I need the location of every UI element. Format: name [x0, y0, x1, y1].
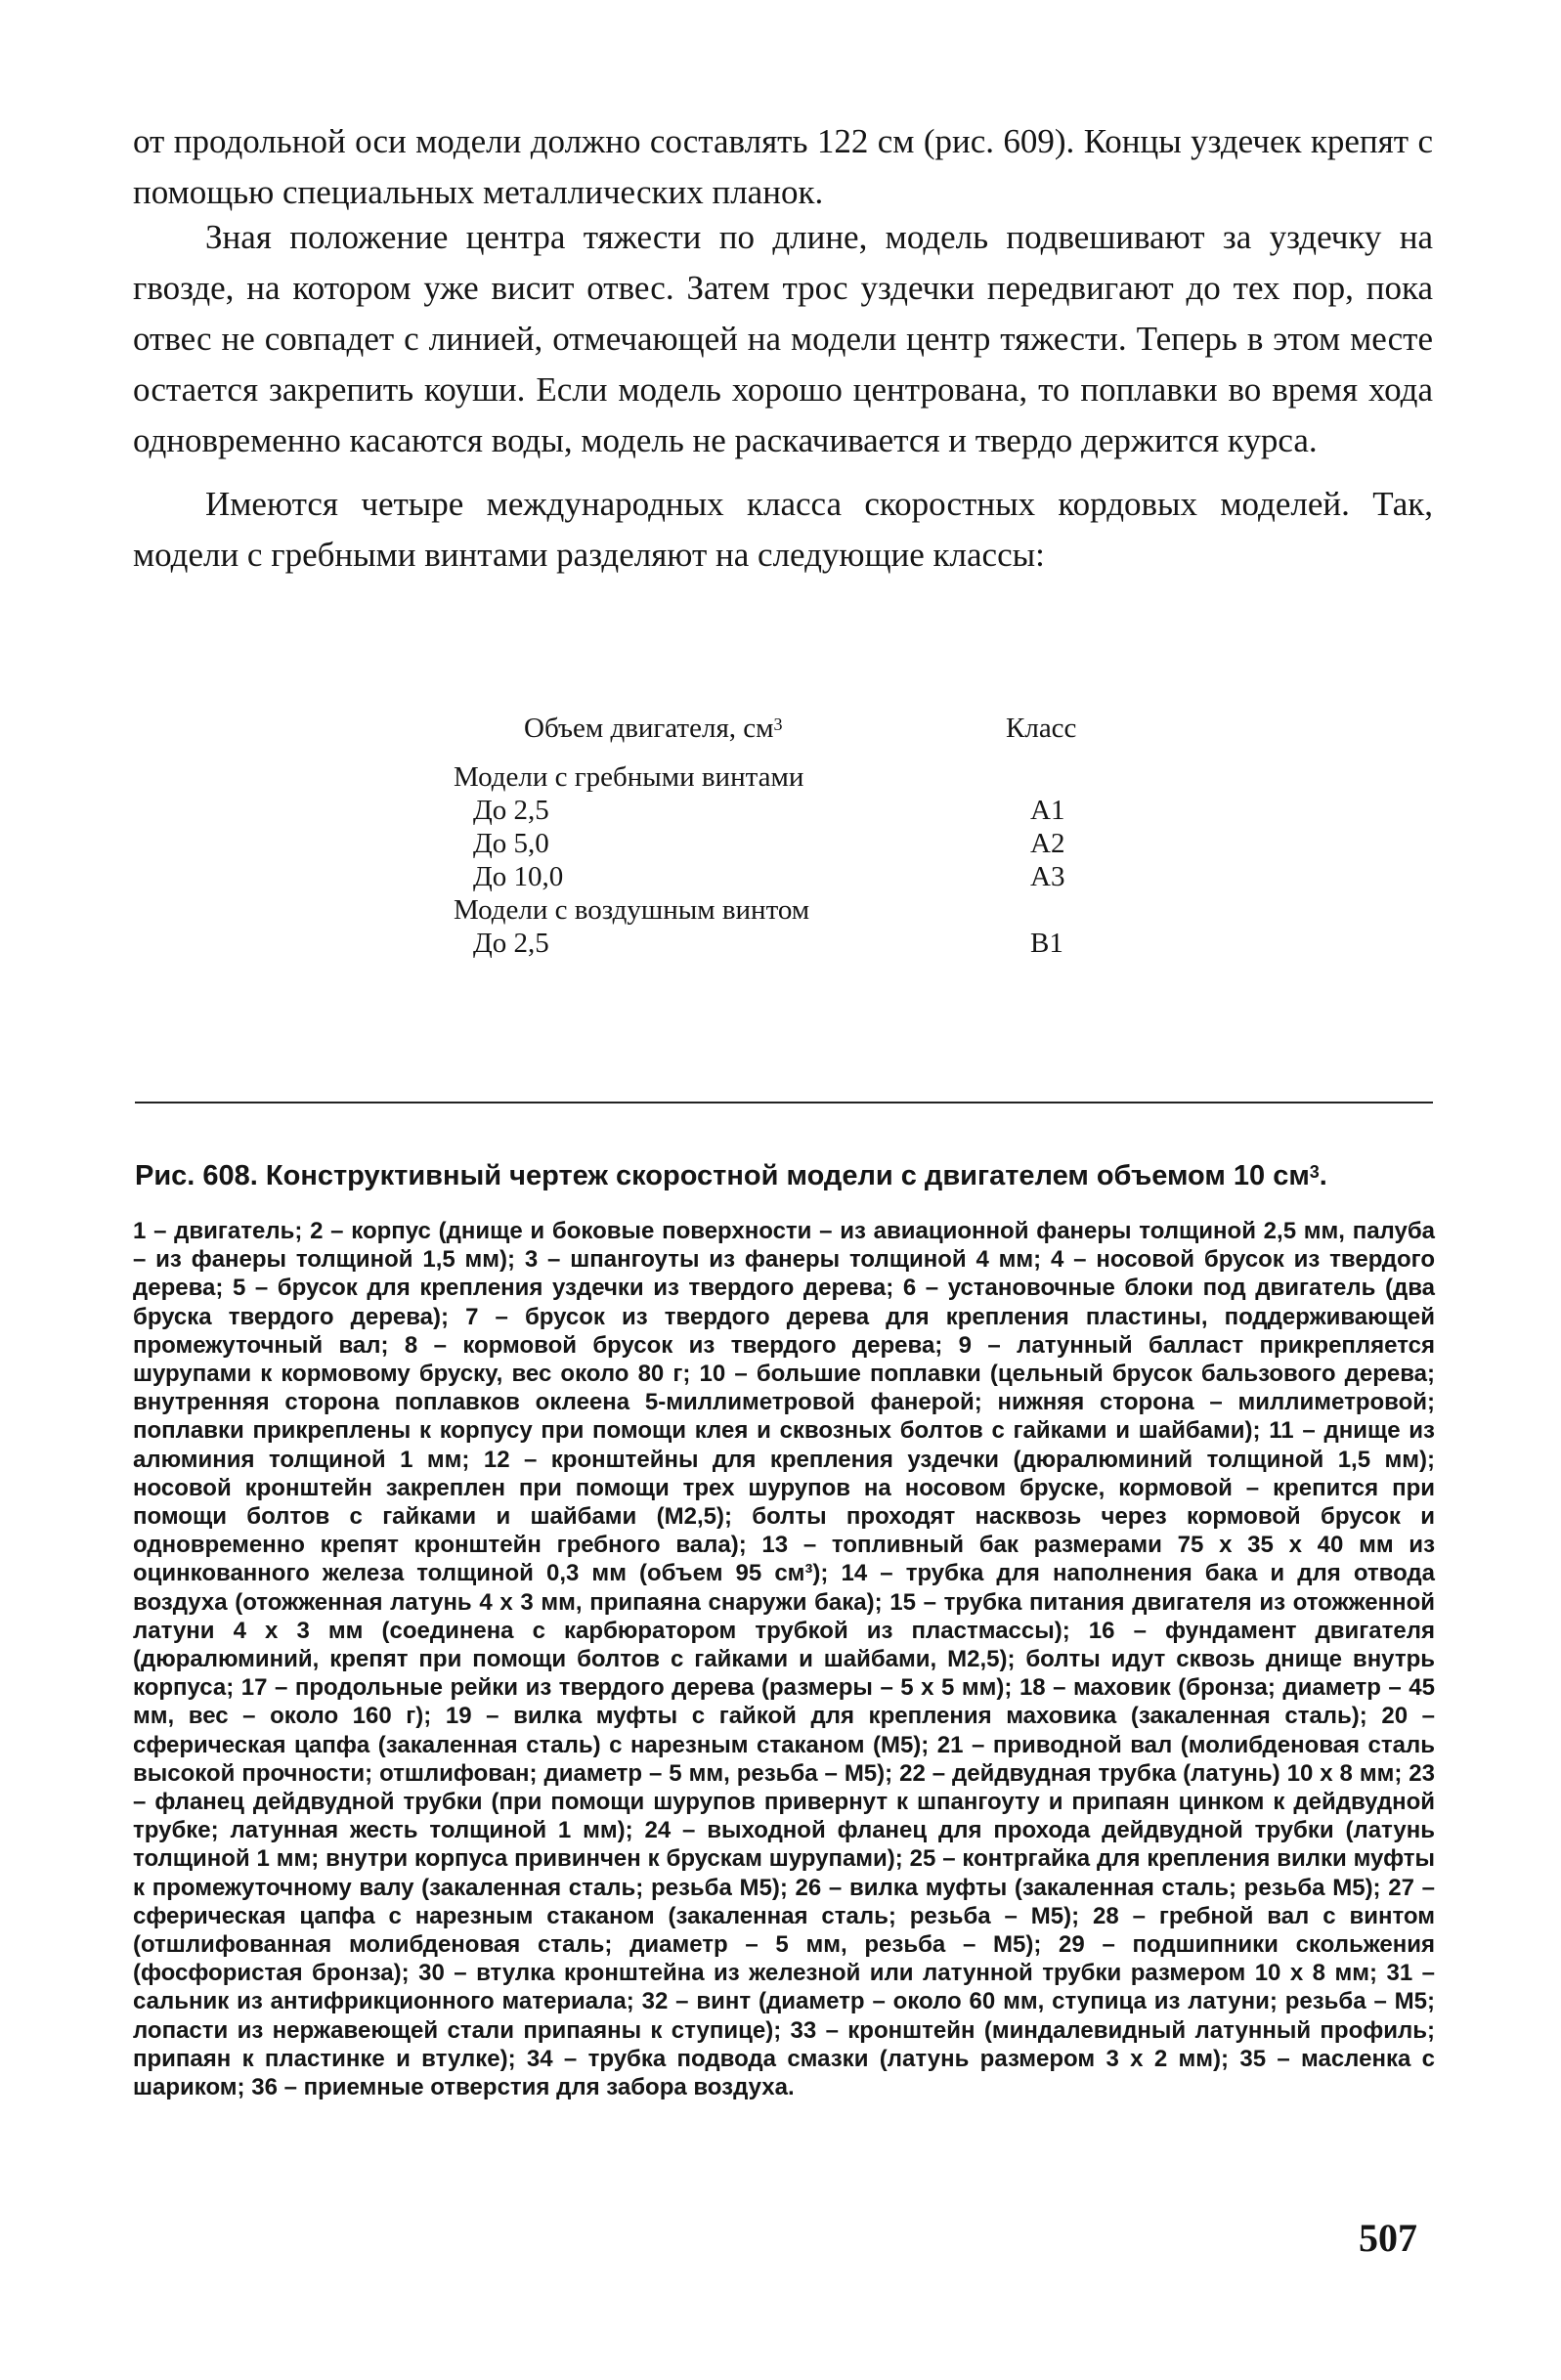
table-header-volume	[524, 712, 783, 745]
figure-legend: 1 – двигатель; 2 – корпус (днище и боковые поверхности – из авиационной фанеры толщиной 2,5 мм, палуба – из фанеры толщиной 1,5 мм); 3 – шпангоуты из фанеры толщиной 4 мм; 4 – носовой брусок из твердого дерева; 5 – брусок для крепления уздечки из твердого дерева; 6 – установочные блоки под двигатель (два бруска твердого дерева); 7 – брусок из твердого дерева для крепления пластины, поддерживающей промежуточный вал; 8 – кормовой брусок из твердого дерева; 9 – латунный балласт прикрепляется шурупами к кормовому бруску, вес около 80 г; 10 – большие поплавки (цельный брусок бальзового дерева; внутренняя сторона поплавков оклеена 5-миллиметровой фанерой; нижняя сторона – миллиметровой; поплавки прикреплены к корпусу при помощи клея и сквозных болтов с гайками и шайбами); 11 – днище из алюминия толщиной 1 мм; 12 – кронштейны для крепления уздечки (дюралюминий толщиной 1,5 мм); носовой кронштейн закреплен при помощи трех шурупов на носовом бруске, кормовой – крепится при помощи болтов с гайками и шайбами (M2,5); болты проходят насквозь через кормовой брусок и одновременно крепят кронштейн гребного вала); 13 – топливный бак размерами 75 x 35 x 40 мм из оцинкованного железа толщиной 0,3 мм (объем 95 см³); 14 – трубка для наполнения бака и для отвода воздуха (отожженная латунь 4 x 3 мм, припаяна снаружи бака); 15 – трубка питания двигателя из отожженной латуни 4 x 3 мм (соединена с карбюратором трубкой из пластмассы); 16 – фундамент двигателя (дюралюминий, крепят при помощи болтов с гайками и шайбами, M2,5); болты идут сквозь днище внутрь корпуса; 17 – продольные рейки из твердого дерева (размеры – 5 x 5 мм); 18 – маховик (бронза; диаметр – 45 мм, вес – около 160 г); 19 – вилка муфты с гайкой для крепления маховика (закаленная сталь); 20 – сферическая цапфа (закаленная сталь) с нарезным стаканом (M5); 21 – приводной вал (молибденовая сталь высокой прочности; отшлифован; диаметр – 5 мм, резьба – M5); 22 – дейдвудная трубка (латунь) 10 x 8 мм; 23 – фланец дейдвудной трубки (при помощи шурупов привернут к шпангоуту и припаян цинком к дейдвудной трубке; латунная жесть толщиной 1 мм); 24 – выходной фланец для прохода дейдвудной трубки (латунь толщиной 1 мм; внутри корпуса привинчен к брускам шурупами); 25 – контргайка для крепления вилки муфты к промежуточному валу (закаленная сталь; резьба M5); 26 – вилка муфты (закаленная сталь; резьба M5); 27 – сферическая цапфа с нарезным стаканом (закаленная сталь; резьба – M5); 28 – гребной вал с винтом (отшлифованная молибденовая сталь; диаметр – 5 мм, резьба – M5); 29 – подшипники скольжения (фосфористая бронза); 30 – втулка кронштейна из железной или латунной трубки размером 10 x 8 мм; 31 – сальник из антифрикционного материала; 32 – винт (диаметр – около 60 мм, ступица из латуни; резьба – M5; лопасти из нержавеющей стали припаяны к ступице); 33 – кронштейн (миндалевидный латунный профиль; припаян к пластинке и втулке); 34 – трубка подвода смазки (латунь размером 3 x 2 мм); 35 – масленка с шариком; 36 – приемные отверстия для забора воздуха.	[133, 1218, 1436, 2101]
table-cell-volume: До 2,5	[473, 928, 549, 959]
table-cell-volume: До 10,0	[473, 861, 564, 892]
table-group-title	[454, 760, 1118, 794]
engine-class-table	[454, 712, 1118, 960]
table-row	[454, 860, 1118, 893]
figure-caption-end: .	[1319, 1160, 1327, 1191]
group-title-air-propeller: Модели с воздушным винтом	[454, 894, 810, 926]
table-cell-class: A3	[1030, 861, 1065, 892]
paragraph-center-of-gravity: Зная положение центра тяжести по длине, модель подвешивают за уздечку на гвозде, на котором уже висит отвес. Затем трос уздечки передвигают до тех пор, пока отвес не совпадет с линией, отмечающей на модели центр тяжести. Теперь в этом месте остается закрепить коуши. Если модель хорошо центрована, то поплавки во время хода одновременно касаются воды, модель не раскачивается и твердо держится курса.	[133, 218, 1433, 459]
page-number: 507	[1359, 2216, 1417, 2260]
table-header-volume-unit-sup: 3	[773, 714, 783, 734]
table-row	[454, 794, 1118, 827]
horizontal-divider	[135, 1102, 1433, 1103]
table-group-title	[454, 893, 1118, 927]
table-group-air-propeller	[454, 893, 1118, 960]
table-header-volume-text: Объем двигателя, см	[524, 713, 774, 744]
table-group-propeller	[454, 760, 1118, 893]
paragraph-classes-intro: Имеются четыре международных класса скоростных кордовых моделей. Так, модели с гребными винтами разделяют на следующие классы:	[133, 485, 1433, 574]
table-row	[454, 827, 1118, 860]
table-header-class: Класс	[1006, 713, 1077, 744]
table-row	[454, 927, 1118, 960]
group-title-propeller: Модели с гребными винтами	[454, 761, 804, 793]
paragraph-continuation: от продольной оси модели должно составлять 122 см (рис. 609). Концы уздечек крепят с помощью специальных металлических планок.	[133, 122, 1433, 211]
table-cell-class: A2	[1030, 828, 1065, 859]
figure-caption	[135, 1157, 1435, 1194]
table-cell-class: A1	[1030, 795, 1065, 826]
table-header-row	[454, 712, 1118, 760]
figure-caption-text: Рис. 608. Конструктивный чертеж скоростной модели с двигателем объемом 10 см	[135, 1160, 1310, 1191]
table-cell-volume: До 5,0	[473, 828, 549, 859]
table-cell-volume: До 2,5	[473, 795, 549, 826]
figure-caption-unit-sup: 3	[1309, 1162, 1320, 1182]
table-cell-class: B1	[1030, 928, 1063, 959]
